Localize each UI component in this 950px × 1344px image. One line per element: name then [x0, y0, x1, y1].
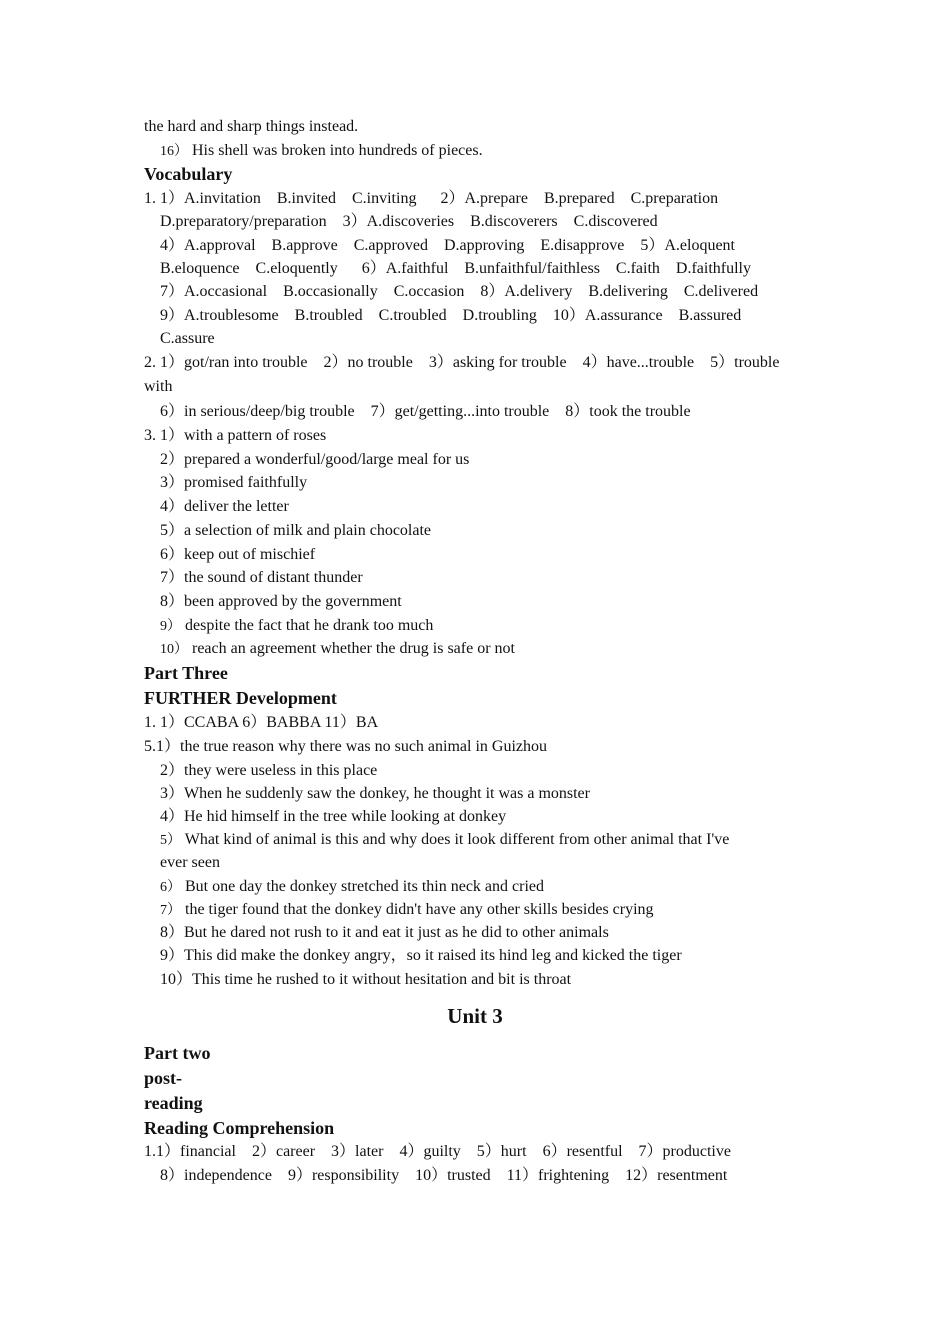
text-line: D.preparatory/preparation 3）A.discoveries B.discoverers C.discovered	[160, 213, 658, 230]
item-number: 5）	[160, 833, 181, 848]
text-line: 10）This time he rushed to it without hesitation and bit is throat	[160, 971, 572, 988]
unit-title: Unit 3	[447, 1004, 503, 1028]
text-line	[160, 877, 544, 898]
section-heading: Vocabulary	[144, 164, 233, 184]
text-line: 2）they were useless in this place	[160, 762, 378, 779]
text-line	[160, 616, 433, 637]
item-text: But one day the donkey stretched its thin neck and cried	[185, 878, 545, 895]
item-text: despite the fact that he drank too much	[185, 617, 434, 634]
text-line: 3. 1）with a pattern of roses	[144, 427, 327, 444]
item-number: 10）	[160, 642, 188, 657]
text-line: C.assure	[160, 330, 215, 347]
text-line: ever seen	[160, 854, 220, 871]
text-line	[160, 639, 515, 660]
item-text: reach an agreement whether the drug is safe or not	[192, 640, 515, 657]
text-line: B.eloquence C.eloquently 6）A.faithful B.unfaithful/faithless C.faith D.faithfully	[160, 260, 751, 277]
text-line: 1. 1）A.invitation B.invited C.inviting 2）A.prepare B.prepared C.preparation	[144, 190, 719, 207]
text-line	[160, 141, 483, 162]
section-heading: Part Three	[144, 663, 228, 683]
text-line: 6）keep out of mischief	[160, 546, 316, 563]
item-number: 9）	[160, 619, 181, 634]
section-heading: reading	[144, 1093, 203, 1113]
text-line	[160, 830, 729, 851]
item-text: His shell was broken into hundreds of pieces.	[192, 142, 483, 159]
text-line: 2. 1）got/ran into trouble 2）no trouble 3）asking for trouble 4）have...trouble 5）trouble	[144, 354, 780, 371]
text-line: 3）When he suddenly saw the donkey, he thought it was a monster	[160, 785, 590, 802]
text-line: 8）been approved by the government	[160, 593, 402, 610]
text-line	[160, 900, 654, 921]
text-line: the hard and sharp things instead.	[144, 118, 359, 135]
text-line: 8）But he dared not rush to it and eat it just as he did to other animals	[160, 924, 609, 941]
text-line: 4）He hid himself in the tree while looking at donkey	[160, 808, 507, 825]
item-text: What kind of animal is this and why does it look different from other animal that I've	[184, 831, 730, 848]
text-line: 9）This did make the donkey angry，so it raised its hind leg and kicked the tiger	[160, 947, 682, 964]
text-line: 5）a selection of milk and plain chocolate	[160, 522, 432, 539]
section-heading: post-	[144, 1068, 183, 1088]
text-line: 7）A.occasional B.occasionally C.occasion 8）A.delivery B.delivering C.delivered	[160, 283, 759, 300]
text-line: 4）deliver the letter	[160, 498, 289, 515]
text-line: 1. 1）CCABA 6）BABBA 11）BA	[144, 714, 379, 731]
text-line: 3）promised faithfully	[160, 474, 308, 491]
text-line: 5.1）the true reason why there was no such animal in Guizhou	[144, 738, 548, 755]
text-line: 8）independence 9）responsibility 10）trusted 11）frightening 12）resentment	[160, 1167, 728, 1184]
text-line: 1.1）financial 2）career 3）later 4）guilty 5）hurt 6）resentful 7）productive	[144, 1143, 731, 1160]
item-number: 7）	[160, 903, 181, 918]
text-line: 4）A.approval B.approve C.approved D.approving E.disapprove 5）A.eloquent	[160, 237, 735, 254]
section-subheading: FURTHER Development	[144, 688, 337, 708]
text-line: 9）A.troublesome B.troubled C.troubled D.troubling 10）A.assurance B.assured	[160, 307, 742, 324]
item-text: the tiger found that the donkey didn't have any other skills besides crying	[185, 901, 654, 918]
item-number: 16）	[160, 144, 188, 159]
text-line: with	[144, 378, 173, 395]
section-heading: Reading Comprehension	[144, 1118, 335, 1138]
text-line: 7）the sound of distant thunder	[160, 569, 363, 586]
section-heading: Part two	[144, 1043, 211, 1063]
text-line: 6）in serious/deep/big trouble 7）get/getting...into trouble 8）took the trouble	[160, 403, 691, 420]
text-line: 2）prepared a wonderful/good/large meal for us	[160, 451, 470, 468]
item-number: 6）	[160, 880, 181, 895]
